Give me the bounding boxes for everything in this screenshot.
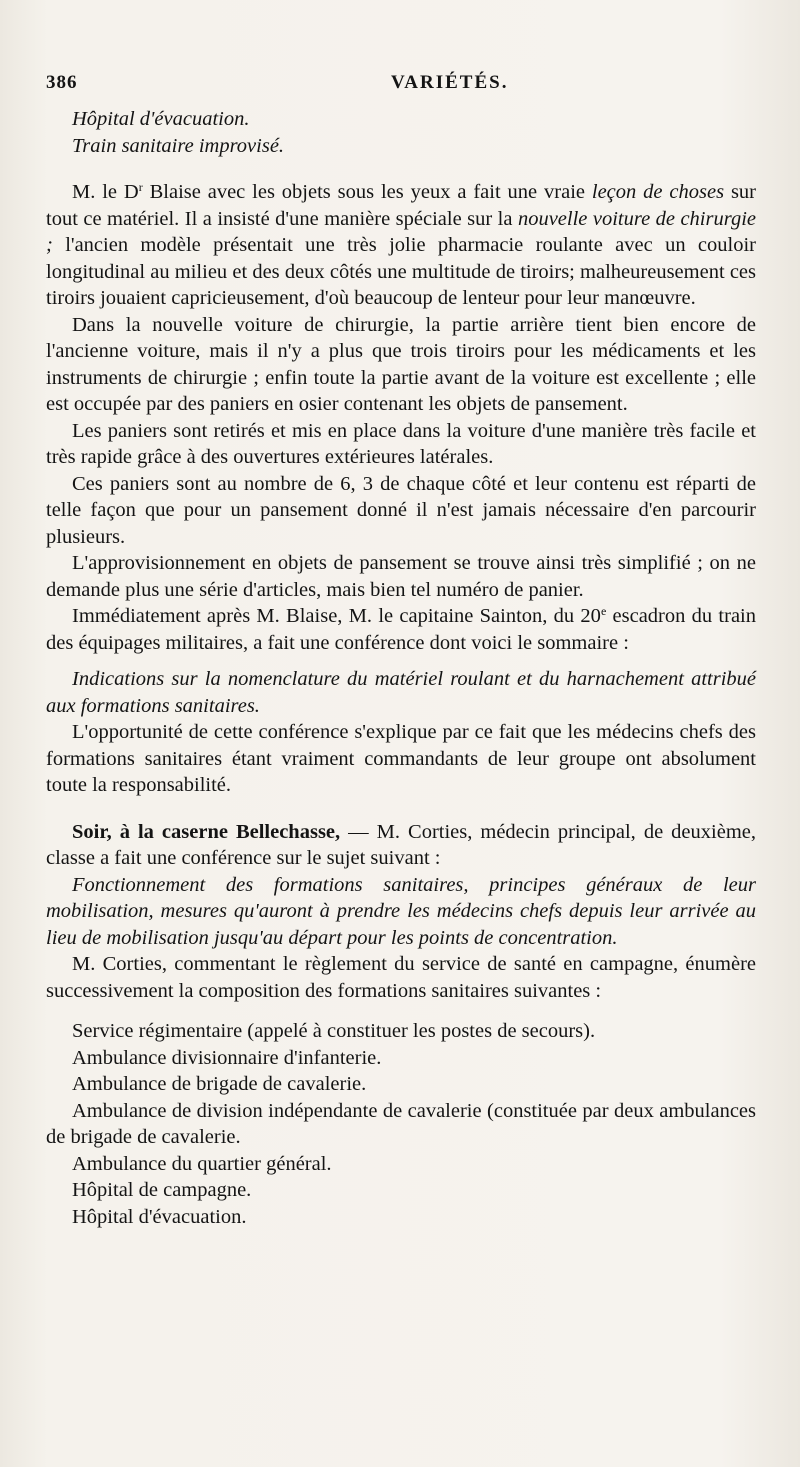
list-item: Service régimentaire (appelé à constituer les postes de secours). xyxy=(72,1020,596,1042)
article-body xyxy=(46,106,756,1230)
conference-title-sainton: Indications sur la nomenclature du matériel roulant et du harnachement attribué aux formations sanitaires. xyxy=(46,668,756,717)
list-item: Ambulance de brigade de cavalerie. xyxy=(72,1073,367,1095)
paragraph-paniers: Les paniers sont retirés et mis en place dans la voiture d'une manière très facile et très rapide grâce à des ouvertures extérieures latérales. xyxy=(46,419,756,468)
list-item: Hôpital de campagne. xyxy=(72,1179,252,1201)
paragraph-corties: M. Corties, commentant le règlement du service de santé en campagne, énumère successivement la composition des formations sanitaires suivantes : xyxy=(46,953,756,1002)
page-header xyxy=(46,70,756,100)
paragraph-nombre-paniers: Ces paniers sont au nombre de 6, 3 de chaque côté et leur contenu est réparti de telle façon que pour un pansement donné il n'est jamais nécessaire d'en parcourir plusieurs. xyxy=(46,472,756,548)
list-item: Ambulance divisionnaire d'infanterie. xyxy=(72,1046,382,1069)
list-item: Hôpital d'évacuation. xyxy=(72,108,250,130)
formations-list xyxy=(46,1018,756,1230)
paragraph-approvisionnement: L'approvisionnement en objets de pansement se trouve ainsi très simplifié ; on ne demande plus une série d'articles, mais bien tel numéro de panier. xyxy=(46,552,756,601)
list-item: Ambulance de division indépendante de cavalerie (constituée par deux ambulances de brigade de cavalerie. xyxy=(46,1099,756,1148)
conference-title-corties: Fonctionnement des formations sanitaires, principes généraux de leur mobilisation, mesures qu'auront à prendre les médecins chefs depuis leur arrivée au lieu de mobilisation jusqu'au départ pour les points de concentration. xyxy=(46,873,756,949)
list-item: Hôpital d'évacuation. xyxy=(72,1205,247,1228)
page-number: 386 xyxy=(46,72,78,93)
paragraph-blaise: M. le $D^r$ Blaise avec les objets sous les yeux a fait une vraie leçon de choses sur tout ce matériel. Il a insisté d'une manière spéciale sur la nouvelle voiture de chirurgie ; l'ancien modèle présentait une très jolie pharmacie roulante avec un couloir longitudinal au milieu et des deux côtés une multitude de tiroirs; malheureusement ces tiroirs jouaient capricieusement, d'où beaucoup de lenteur pour leur manœuvre. xyxy=(46,180,756,309)
running-title: VARIÉTÉS. xyxy=(391,72,509,93)
list-item: Train sanitaire improvisé. xyxy=(72,134,285,157)
paragraph-opportunite: L'opportunité de cette conférence s'explique par ce fait que les médecins chefs des formations sanitaires étant vraiment commandants de leur groupe ont absolument toute la responsabilité. xyxy=(46,721,756,796)
paragraph-sainton: Immédiatement après M. Blaise, M. le capitaine Sainton, du 20e escadron du train des équipages militaires, a fait une conférence dont voici le sommaire : xyxy=(46,604,756,654)
list-item: Ambulance du quartier général. xyxy=(72,1152,332,1175)
paragraph-nouvelle-voiture: Dans la nouvelle voiture de chirurgie, la partie arrière tient bien encore de l'ancienne voiture, mais il n'y a plus que trois tiroirs pour les médicaments et les instruments de chirurgie ; enfin toute la partie avant de la voiture est excellente ; elle est occupée par des paniers en osier contenant les objets de pansement. xyxy=(46,313,756,415)
paragraph-bellechasse: Soir, à la caserne Bellechasse, — M. Corties, médecin principal, de deuxième, classe a fait une conférence sur le sujet suivant : xyxy=(46,820,756,869)
